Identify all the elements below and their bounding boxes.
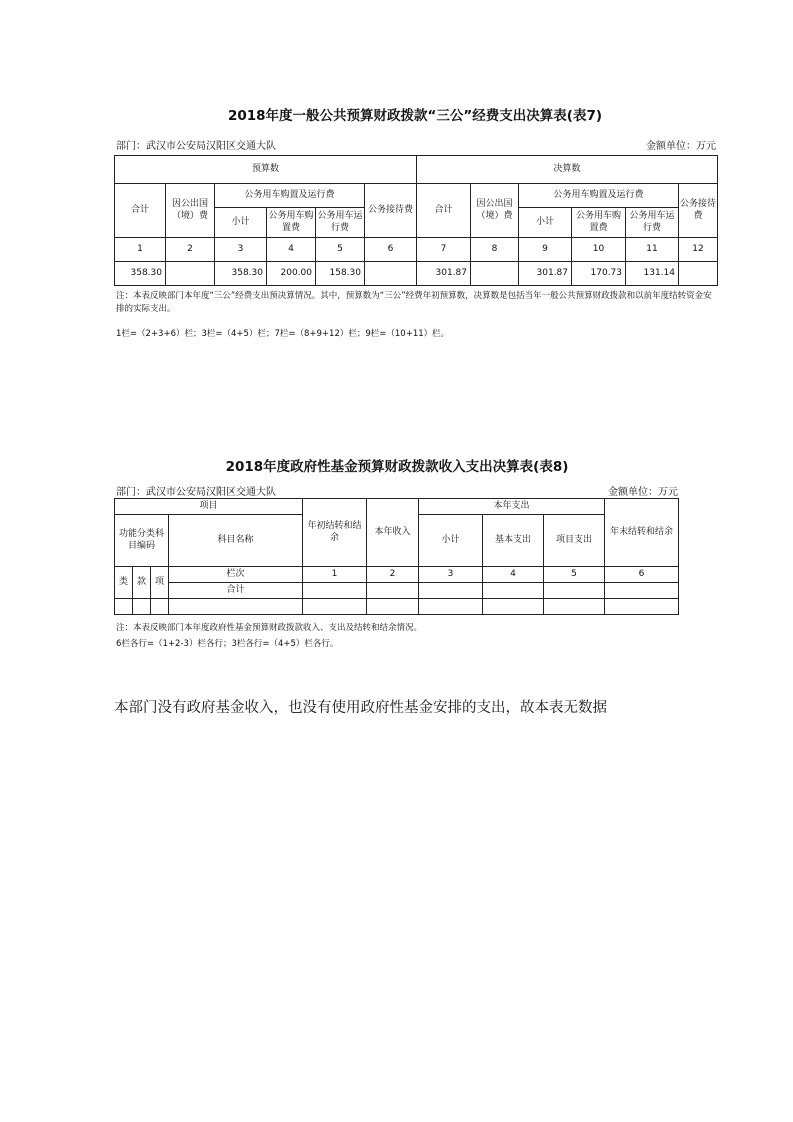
value-cell [365, 262, 417, 286]
header-reception: 公务接待费 [679, 184, 718, 238]
col-num: 4 [267, 238, 316, 262]
value-cell [679, 262, 718, 286]
row-total: 合计 [169, 583, 303, 599]
header-begin-balance: 年初结转和结余 [303, 499, 367, 567]
header-project: 项目支出 [544, 515, 605, 567]
header-total: 合计 [417, 184, 471, 238]
header-kuan: 款 [133, 567, 151, 599]
header-code: 功能分类科目编码 [115, 515, 169, 567]
header-abroad: 因公出国（境）费 [471, 184, 519, 238]
header-vehicle: 公务用车购置及运行费 [519, 184, 679, 208]
header-purchase: 公务用车购置费 [267, 208, 316, 238]
value-cell: 301.87 [519, 262, 572, 286]
table7-dept: 部门：武汉市公安局汉阳区交通大队 [116, 141, 276, 152]
col-num: 5 [316, 238, 365, 262]
table8-unit: 金额单位：万元 [608, 487, 678, 498]
value-cell: 301.87 [417, 262, 471, 286]
table8-dept: 部门：武汉市公安局汉阳区交通大队 [116, 487, 276, 498]
col-num: 11 [626, 238, 679, 262]
value-cell: 358.30 [215, 262, 267, 286]
empty-cell [115, 599, 133, 615]
header-xiang: 项 [151, 567, 169, 599]
header-income: 本年收入 [367, 499, 419, 567]
col-num: 6 [605, 567, 679, 583]
col-num: 2 [166, 238, 215, 262]
table8-formula: 6栏各行=（1+2-3）栏各行；3栏各行=（4+5）栏各行。 [116, 639, 339, 649]
empty-cell [605, 583, 679, 599]
header-vehicle: 公务用车购置及运行费 [215, 184, 365, 208]
empty-cell [169, 599, 303, 615]
no-data-statement: 本部门没有政府基金收入，也没有使用政府性基金安排的支出，故本表无数据 [114, 700, 607, 716]
col-num: 2 [367, 567, 419, 583]
header-basic: 基本支出 [483, 515, 544, 567]
header-purchase: 公务用车购置费 [572, 208, 626, 238]
col-num: 1 [303, 567, 367, 583]
empty-cell [544, 583, 605, 599]
table7-title: 2018年度一般公共预算财政拨款“三公”经费支出决算表(表7) [227, 108, 603, 124]
header-running: 公务用车运行费 [626, 208, 679, 238]
empty-cell [367, 599, 419, 615]
empty-cell [367, 583, 419, 599]
header-final: 决算数 [417, 156, 718, 184]
empty-cell [419, 583, 483, 599]
col-num: 4 [483, 567, 544, 583]
table8-note: 注：本表反映部门本年度政府性基金预算财政拨款收入、支出及结转和结余情况。 [116, 623, 423, 633]
header-total: 合计 [115, 184, 166, 238]
table7-unit: 金额单位：万元 [646, 141, 716, 152]
value-cell: 358.30 [115, 262, 166, 286]
header-reception: 公务接待费 [365, 184, 417, 238]
empty-cell [483, 583, 544, 599]
col-num: 3 [215, 238, 267, 262]
value-cell: 131.14 [626, 262, 679, 286]
row-colnum: 栏次 [169, 567, 303, 583]
value-cell [471, 262, 519, 286]
empty-cell [483, 599, 544, 615]
header-subtotal: 小计 [215, 208, 267, 238]
header-item: 项目 [115, 499, 303, 515]
value-cell [166, 262, 215, 286]
header-subtotal: 小计 [419, 515, 483, 567]
value-cell: 158.30 [316, 262, 365, 286]
col-num: 12 [679, 238, 718, 262]
table7 [114, 155, 718, 286]
col-num: 7 [417, 238, 471, 262]
header-abroad: 因公出国（境）费 [166, 184, 215, 238]
empty-cell [133, 599, 151, 615]
col-num: 9 [519, 238, 572, 262]
empty-cell [419, 599, 483, 615]
table7-note: 注：本表反映部门本年度“三公”经费支出预决算情况。其中，预算数为“三公”经费年初预算数，决算数是包括当年一般公共预算财政拨款和以前年度结转资金安排的实际支出。 [116, 291, 712, 314]
empty-cell [303, 599, 367, 615]
col-num: 3 [419, 567, 483, 583]
header-lei: 类 [115, 567, 133, 599]
empty-cell [151, 599, 169, 615]
header-name: 科目名称 [169, 515, 303, 567]
table8-title: 2018年度政府性基金预算财政拨款收入支出决算表(表8) [225, 459, 569, 475]
value-cell: 200.00 [267, 262, 316, 286]
col-num: 10 [572, 238, 626, 262]
col-num: 1 [115, 238, 166, 262]
table7-formula: 1栏=（2+3+6）栏；3栏=（4+5）栏；7栏=（8+9+12）栏；9栏=（10+11）栏。 [116, 329, 450, 339]
header-running: 公务用车运行费 [316, 208, 365, 238]
value-cell: 170.73 [572, 262, 626, 286]
header-end-balance: 年末结转和结余 [605, 499, 679, 567]
empty-cell [605, 599, 679, 615]
header-budget: 预算数 [115, 156, 417, 184]
header-expense: 本年支出 [419, 499, 605, 515]
col-num: 5 [544, 567, 605, 583]
table8 [114, 498, 679, 615]
empty-cell [544, 599, 605, 615]
col-num: 8 [471, 238, 519, 262]
col-num: 6 [365, 238, 417, 262]
empty-cell [303, 583, 367, 599]
header-subtotal: 小计 [519, 208, 572, 238]
